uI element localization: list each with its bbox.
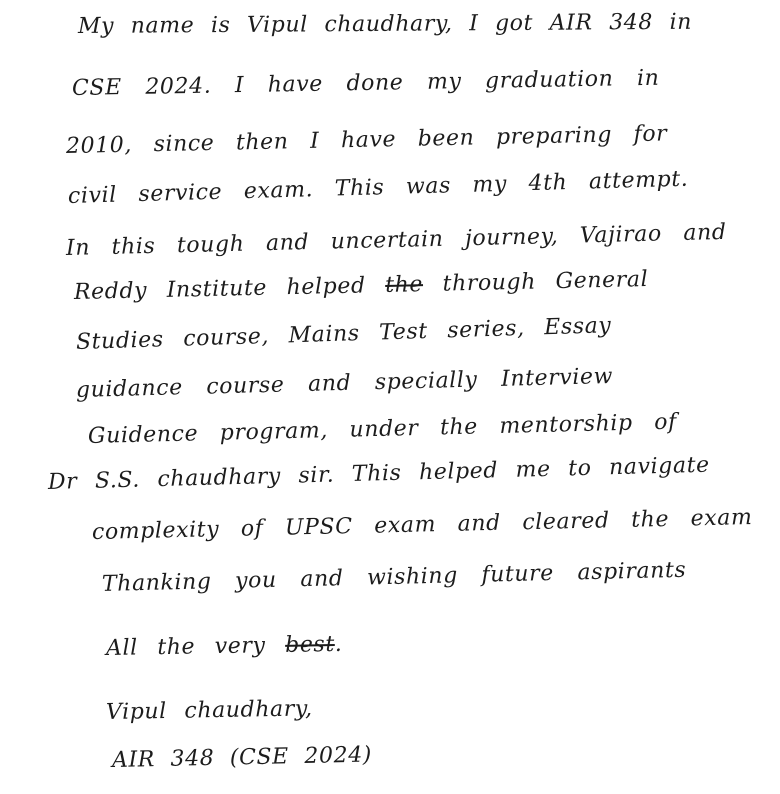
letter-line-3: 2010, since then I have been preparing for — [65, 121, 668, 159]
letter-line-6-start: Reddy Institute helped — [73, 273, 366, 305]
letter-line-6-end: through General — [442, 266, 649, 297]
struck-word: best — [284, 632, 335, 658]
letter-line-13 — [106, 632, 343, 661]
signature-name: Vipul chaudhary, — [105, 696, 313, 725]
letter-line-13-start: All the very — [105, 633, 266, 661]
letter-line-8: guidance course and specially Interview — [75, 363, 614, 403]
letter-line-4: civil service exam. This was my 4th attempt. — [67, 166, 689, 209]
letter-line-1: My name is Vipul chaudhary, I got AIR 348 in — [77, 9, 693, 39]
letter-line-12: Thanking you and wishing future aspirants — [101, 557, 687, 597]
letter-line-11: complexity of UPSC exam and cleared the exam — [91, 505, 753, 545]
letter-line-7: Studies course, Mains Test series, Essay — [75, 313, 612, 355]
letter-line-13-end: . — [334, 631, 343, 658]
letter-line-10: Dr S.S. chaudhary sir. This helped me to navigate — [47, 452, 711, 495]
letter-line-9: Guidence program, under the mentorship of — [87, 409, 678, 449]
letter-line-6 — [74, 267, 649, 305]
letter-line-2: CSE 2024. I have done my graduation in — [71, 65, 660, 101]
signature-rank: AIR 348 (CSE 2024) — [111, 742, 373, 773]
letter-line-5: In this tough and uncertain journey, Vajirao and — [65, 219, 727, 261]
struck-word: the — [384, 272, 424, 298]
